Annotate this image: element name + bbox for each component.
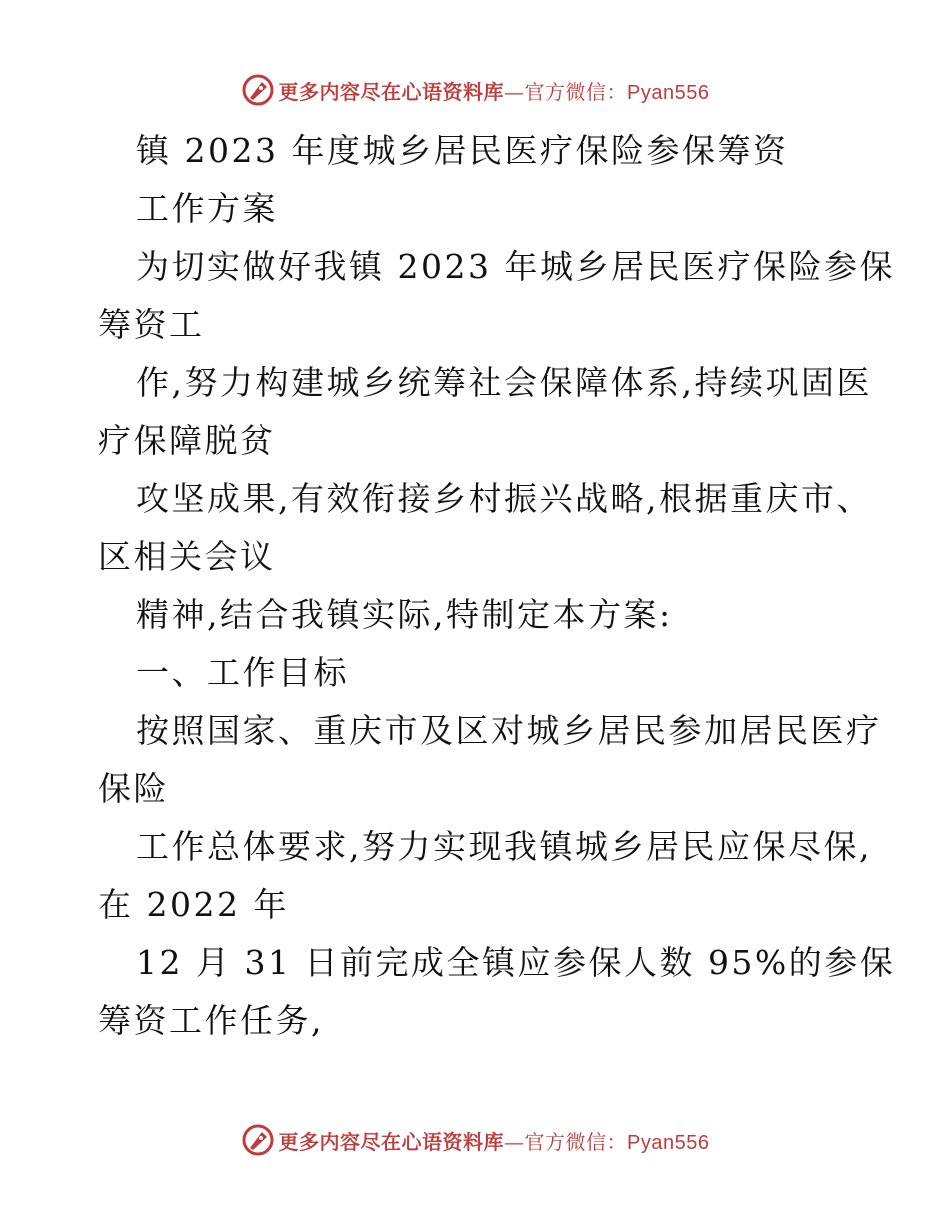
- banner-main-text: 更多内容尽在心语资料库: [278, 79, 505, 104]
- paragraph-line: 12 月 31 日前完成全镇应参保人数 95%的参保: [136, 943, 896, 982]
- paragraph-line: 攻坚成果,有效衔接乡村振兴战略,根据重庆市、: [136, 479, 872, 518]
- paragraph-line: 在 2022 年: [98, 885, 289, 924]
- paragraph-line: 筹资工作任务,: [98, 1001, 324, 1040]
- paragraph-line: 为切实做好我镇 2023 年城乡居民医疗保险参保: [136, 247, 895, 286]
- paragraph-line: 工作总体要求,努力实现我镇城乡居民应保尽保,: [136, 827, 872, 866]
- paragraph-line: 疗保障脱贫: [98, 421, 276, 460]
- paragraph-line: 精神,结合我镇实际,特制定本方案:: [136, 595, 673, 634]
- banner-wechat-text: 官方微信：Pyan556: [524, 81, 710, 104]
- paragraph-line: 工作方案: [136, 189, 278, 228]
- document-body: [98, 122, 896, 1050]
- paragraph-line: 保险: [98, 769, 169, 808]
- paragraph-line: 按照国家、重庆市及区对城乡居民参加居民医疗: [136, 711, 882, 750]
- paragraph-line: 一、工作目标: [136, 653, 349, 692]
- banner-text: [279, 76, 710, 105]
- pen-nib-logo-icon: [241, 1123, 275, 1157]
- header-banner[interactable]: [0, 70, 950, 110]
- banner-dash: —: [504, 1129, 525, 1154]
- paragraph-line: 镇 2023 年度城乡居民医疗保险参保筹资: [136, 131, 789, 170]
- pen-nib-logo-icon: [241, 73, 275, 107]
- footer-banner[interactable]: [0, 1120, 950, 1160]
- banner-main-text: 更多内容尽在心语资料库: [278, 1129, 505, 1154]
- paragraph-line: 筹资工: [98, 305, 205, 344]
- paragraph-line: 区相关会议: [98, 537, 276, 576]
- banner-text: [279, 1126, 710, 1155]
- banner-dash: —: [504, 79, 525, 104]
- paragraph-line: 作,努力构建城乡统筹社会保障体系,持续巩固医: [136, 363, 872, 402]
- banner-wechat-text: 官方微信：Pyan556: [524, 1131, 710, 1154]
